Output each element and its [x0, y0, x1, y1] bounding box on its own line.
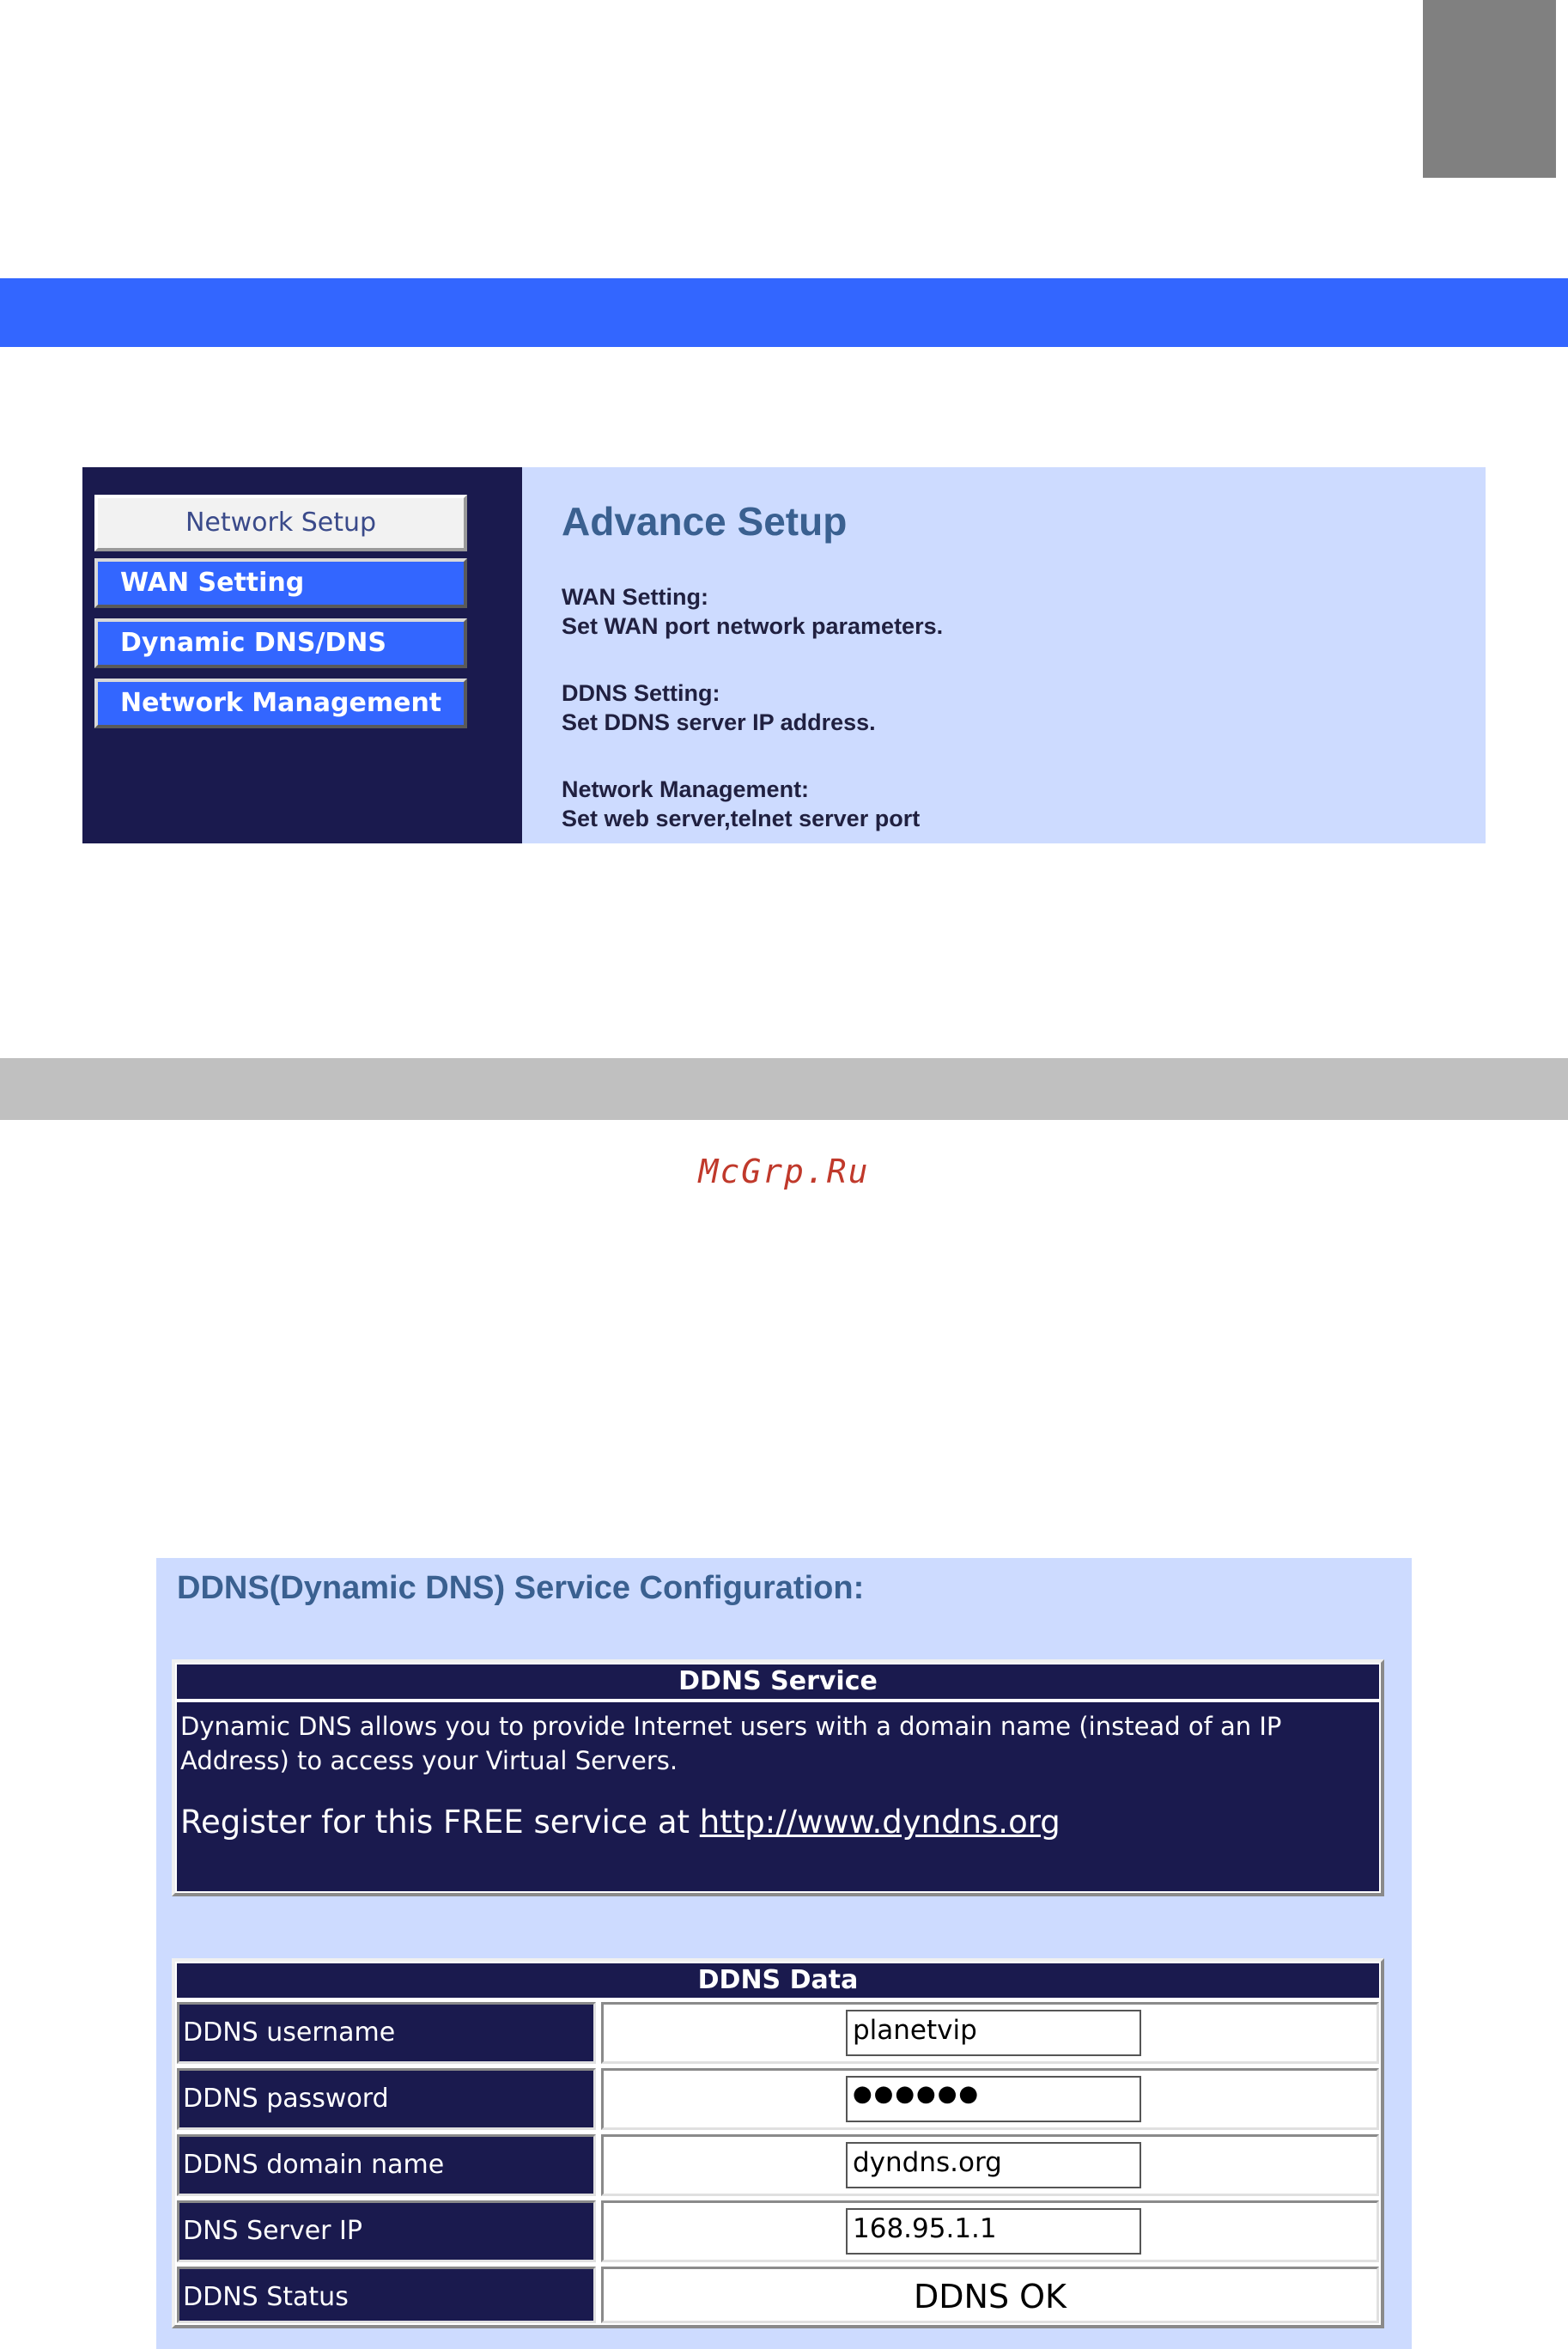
watermark: McGrp.Ru: [698, 1153, 870, 1190]
sidebar-header-network-setup[interactable]: Network Setup: [94, 495, 467, 551]
ddns-domain-cell: [601, 2134, 1379, 2196]
sidebar-item-network-management[interactable]: Network Management: [94, 679, 467, 728]
ddns-data-header: DDNS Data: [177, 1963, 1379, 1998]
sidebar-item-dynamic-dns[interactable]: Dynamic DNS/DNS: [94, 618, 467, 668]
ddns-config-panel: [156, 1558, 1412, 2349]
table-row: [177, 2267, 1379, 2323]
ddns-service-box: [172, 1659, 1384, 1896]
ddns-username-input[interactable]: planetvip: [846, 2010, 1141, 2056]
table-row: [177, 2200, 1379, 2262]
ddns-service-header: DDNS Service: [177, 1664, 1379, 1699]
register-prefix: Register for this FREE service at: [180, 1804, 700, 1841]
advance-setup-panel: [82, 467, 1486, 843]
dns-server-ip-label: DNS Server IP: [177, 2200, 596, 2262]
ddns-status-cell: [601, 2267, 1379, 2323]
ddns-password-cell: [601, 2068, 1379, 2130]
section-desc-wan: Set WAN port network parameters.: [562, 613, 944, 639]
ddns-data-box: [172, 1958, 1384, 2328]
ddns-username-cell: [601, 2002, 1379, 2064]
ddns-password-label: DDNS password: [177, 2068, 596, 2130]
setup-content: [522, 467, 1486, 843]
ddns-register-line: [180, 1804, 1376, 1841]
table-row: [177, 2068, 1379, 2130]
ddns-password-input[interactable]: ●●●●●●: [846, 2076, 1141, 2122]
ddns-service-description: Dynamic DNS allows you to provide Internet users with a domain name (instead of an IP Address) to access your Virtual Servers.: [180, 1712, 1282, 1775]
ddns-config-title: DDNS(Dynamic DNS) Service Configuration:: [177, 1570, 865, 1606]
ddns-domain-input[interactable]: dyndns.org: [846, 2142, 1141, 2188]
table-row: [177, 2134, 1379, 2196]
dyndns-link[interactable]: http://www.dyndns.org: [699, 1804, 1061, 1841]
section-desc-network-management: Set web server,telnet server port: [562, 806, 921, 831]
section-label-ddns: DDNS Setting:: [562, 680, 720, 706]
section-desc-ddns: Set DDNS server IP address.: [562, 709, 876, 735]
section-divider-band: [0, 1058, 1568, 1120]
page-title: Advance Setup: [562, 499, 848, 544]
setup-sidebar: [82, 467, 522, 843]
page-corner-tab: [1423, 0, 1556, 178]
ddns-status-value: DDNS OK: [914, 2278, 1067, 2316]
table-row: [177, 2002, 1379, 2064]
ddns-service-body: [177, 1702, 1379, 1891]
dns-server-ip-input[interactable]: 168.95.1.1: [846, 2208, 1141, 2255]
section-label-network-management: Network Management:: [562, 776, 810, 802]
dns-server-ip-cell: [601, 2200, 1379, 2262]
sidebar-item-wan-setting[interactable]: WAN Setting: [94, 558, 467, 608]
section-header-band: [0, 278, 1568, 347]
ddns-username-label: DDNS username: [177, 2002, 596, 2064]
ddns-domain-label: DDNS domain name: [177, 2134, 596, 2196]
section-label-wan: WAN Setting:: [562, 584, 708, 610]
ddns-status-label: DDNS Status: [177, 2267, 596, 2323]
